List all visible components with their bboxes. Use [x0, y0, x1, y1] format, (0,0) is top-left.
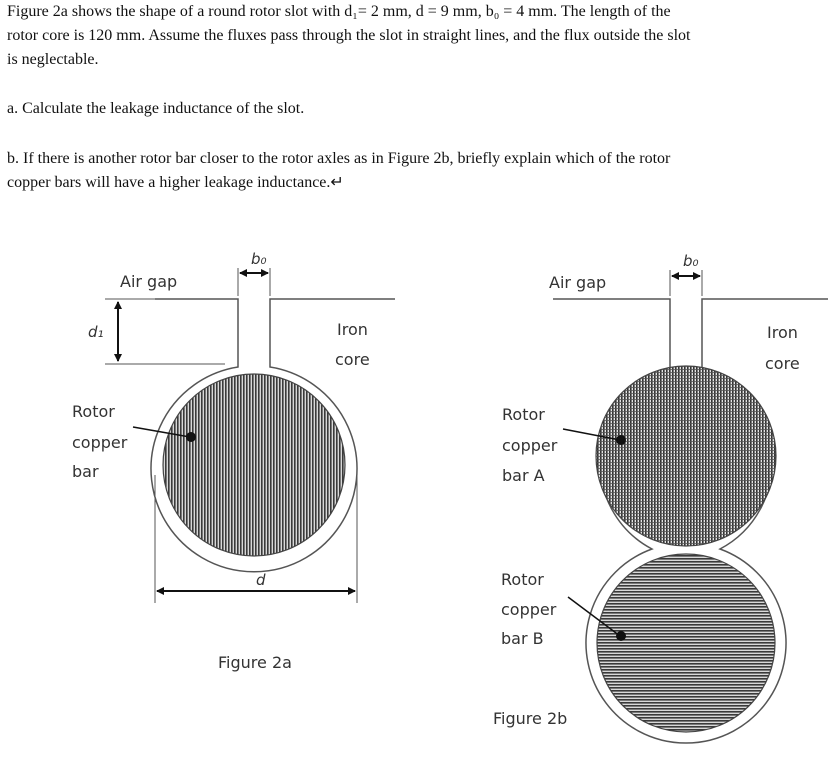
air-gap-label-2a: Air gap — [120, 272, 178, 291]
bar-a-label: bar A — [502, 466, 545, 485]
bo-label-2a: b₀ — [251, 250, 267, 268]
rotor-label-2a: Rotor — [72, 402, 115, 421]
figure-2b — [493, 252, 828, 743]
question-intro-line3: is neglectable. — [7, 51, 99, 68]
figure-2b-caption: Figure 2b — [493, 709, 568, 728]
iron-label-2b: Iron — [767, 323, 798, 342]
question-part-b-line1: b. If there is another rotor bar closer to the rotor axles as in Figure 2b, briefly explain which of the rotor — [7, 150, 671, 167]
bar-b-copper-label: copper — [501, 600, 557, 619]
copper-bar-a — [596, 366, 776, 546]
question-part-a: a. Calculate the leakage inductance of the slot. — [7, 100, 305, 117]
figure-2a — [72, 250, 395, 672]
bar-b-rotor-label: Rotor — [501, 570, 544, 589]
d-label: d — [256, 571, 266, 589]
bar-b-label: bar B — [501, 629, 544, 648]
d1-label: d₁ — [88, 323, 104, 341]
question-intro-line2: rotor core is 120 mm. Assume the fluxes pass through the slot in straight lines, and the flux outside the slot — [7, 27, 691, 44]
core-label-2a: core — [335, 350, 370, 369]
figure-2a-caption: Figure 2a — [218, 653, 292, 672]
bar-a-rotor-label: Rotor — [502, 405, 545, 424]
question-part-b-line2: copper bars will have a higher leakage inductance.↵ — [7, 174, 344, 191]
copper-bar-2a — [163, 374, 345, 556]
question-intro-line1: Figure 2a shows the shape of a round rotor slot with d₁= 2 mm, d = 9 mm, b₀ = 4 mm. The length of the — [7, 3, 671, 20]
core-label-2b: core — [765, 354, 800, 373]
air-gap-label-2b: Air gap — [549, 273, 607, 292]
bar-label-2a: bar — [72, 462, 99, 481]
iron-label-2a: Iron — [337, 320, 368, 339]
bar-a-copper-label: copper — [502, 436, 558, 455]
copper-label-2a: copper — [72, 433, 128, 452]
copper-bar-b — [597, 554, 775, 732]
bo-label-2b: b₀ — [683, 252, 699, 270]
